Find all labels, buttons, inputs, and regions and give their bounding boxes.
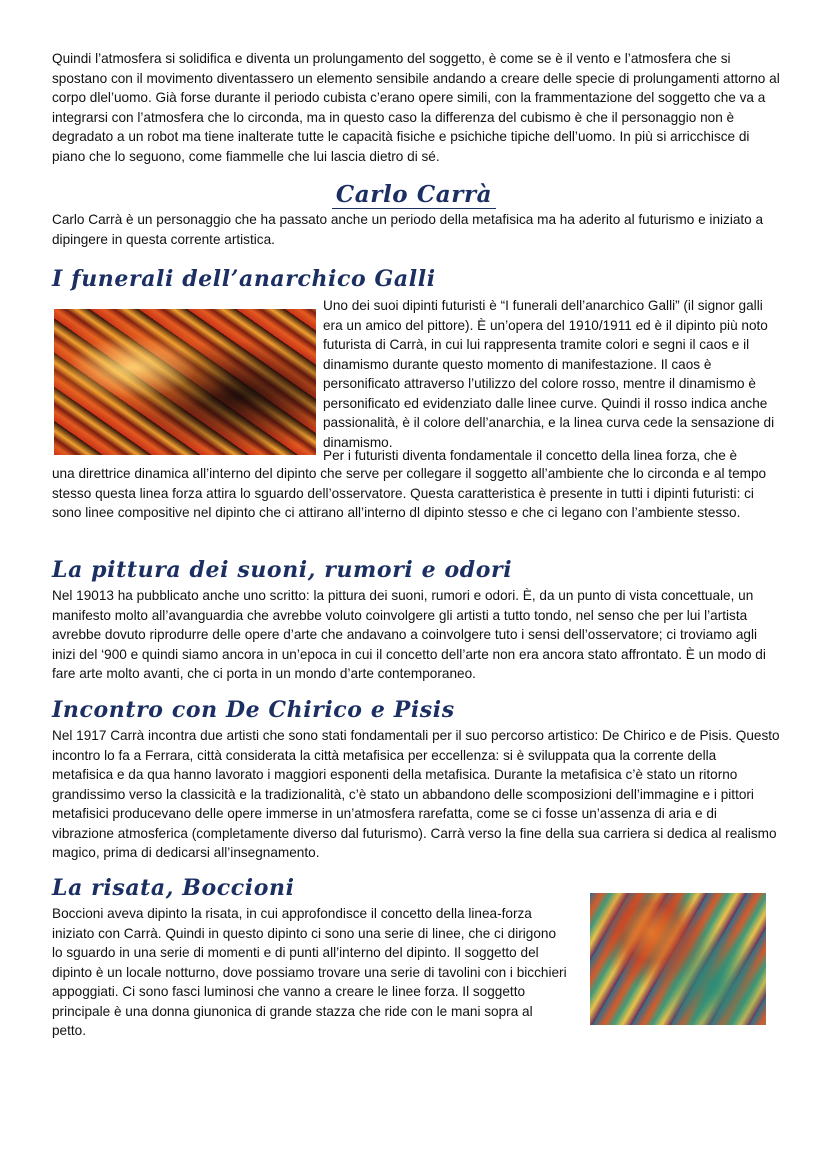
painting-risata-image <box>590 893 766 1025</box>
galli-paragraph: Uno dei suoi dipinti futuristi è “I funerali dell’anarchico Galli” (il signor galli era un amico del pittore). È un’opera del 1910/1911 ed è il dipinto più noto futurista di Carrà, in cui lui rappresenta tramite colori e segni il caos e il dinamismo durante questo momento di manifestazione. Il caos è personificato attraverso l’utilizzo del colore rosso, mentre il dinamismo è personificato ed evidenziato dalle linee curve. Quindi il rosso indica anche passionalità, è il colore dell’anarchia, e la linea curva cede la sensazione di dinamismo. <box>323 298 775 450</box>
risata-paragraph: Boccioni aveva dipinto la risata, in cui approfondisce il concetto della linea-forza iniziato con Carrà. Quindi in questo dipinto ci sono una serie di linee, che ci dirigono lo sguardo in una serie di momenti e di punti all’interno del dipinto. Il soggetto del dipinto è un locale notturno, dove possiamo trovare una serie di tavolini con i bicchieri appoggiati. Ci sono fasci luminosi che vanno a creare le linee forza. Il soggetto principale è una donna giunonica di grande stazza che ride con le mani sopra al petto. <box>52 906 567 1038</box>
heading-risata-boccioni: La risata, Boccioni <box>52 875 295 901</box>
heading-pittura-suoni: La pittura dei suoni, rumori e odori <box>52 557 513 583</box>
painting-funerali-galli-image <box>54 309 316 455</box>
heading-funerali-galli: I funerali dell’anarchico Galli <box>52 266 436 292</box>
intro-paragraph: Quindi l’atmosfera si solidifica e diventa un prolungamento del soggetto, è come se è il vento e l’atmosfera che si spostano con il movimento diventassero un elemento sensibile andando a creare delle specie di prolungamenti attorno al corpo dlel’uomo. Già forse durante il periodo cubista c’erano opere simili, con la frammentazione del soggetto che va a integrarsi con l’atmosfera che lo circonda, ma in questo caso la differenza del cubismo è che il personaggio non è degradato a un robot ma tiene inalterate tutte le capacità fisiche e psichiche tipiche dell’uomo. In più si arricchisce di piano che lo seguono, come fiammelle che lui lascia dietro di sé. <box>52 51 780 164</box>
incontro-paragraph: Nel 1917 Carrà incontra due artisti che sono stati fondamentali per il suo percorso artistico: De Chirico e de Pisis. Questo incontro lo fa a Ferrara, città considerata la città metafisica per eccellenza: si è sviluppata qua la corrente della metafisica e da qua hanno lavorato i maggiori esponenti della metafisica. Durante la metafisica c’è stato un ritorno grandissimo verso la classicità e la tradizionalità, c’è stato un abbandono delle scomposizioni dell’immagine e i pittori metafisici producevano delle opere immerse in un’atmosfera rarefatta, come se ci fosse un’assenza di aria e di vibrazione atmosferica (completamente diverso dal futurismo). Carrà verso la fine della sua carriera si dedica al realismo magico, prima di dedicarsi all’insegnamento. <box>52 728 780 860</box>
page-title <box>0 181 828 208</box>
carra-intro-paragraph: Carlo Carrà è un personaggio che ha passato anche un periodo della metafisica ma ha aderito al futurismo e iniziato a dipingere in questa corrente artistica. <box>52 212 764 247</box>
heading-incontro-de-chirico: Incontro con De Chirico e Pisis <box>52 697 455 723</box>
suoni-paragraph: Nel 19013 ha pubblicato anche uno scritto: la pittura dei suoni, rumori e odori. È, da un punto di vista concettuale, un manifesto molto all’avanguardia che avrebbe voluto coinvolgere gli artisti a tutto tondo, nel senso che per lui l’artista avrebbe dovuto riprodurre delle opere d’arte che andavano a coinvolgere tuto i sensi dell’osservatore; ci troviamo agli inizi del ‘900 e quindi siamo ancora in un’epoca in cui il concetto dell’arte non era ancora stato affrontato. È un modo di fare arte molto avanti, che ci porta in un mondo d’arte contemporaneo. <box>52 588 766 681</box>
page-title-text: Carlo Carrà <box>332 181 496 209</box>
galli-linea-forza-paragraph: una direttrice dinamica all’interno del dipinto che serve per collegare il soggetto all’ambiente che lo circonda e al tempo stesso questa linea forza attira lo sguardo dell’osservatore. Questa caratteristica è presente in tutti i dipinti futuristi: ci sono linee compositive nel dipinto che ci attirano all’interno dl dipinto stesso e che ci legano con l’ambiente stesso. <box>52 466 767 520</box>
galli-linea-forza-lead: Per i futuristi diventa fondamentale il concetto della linea forza, che è <box>323 448 738 463</box>
